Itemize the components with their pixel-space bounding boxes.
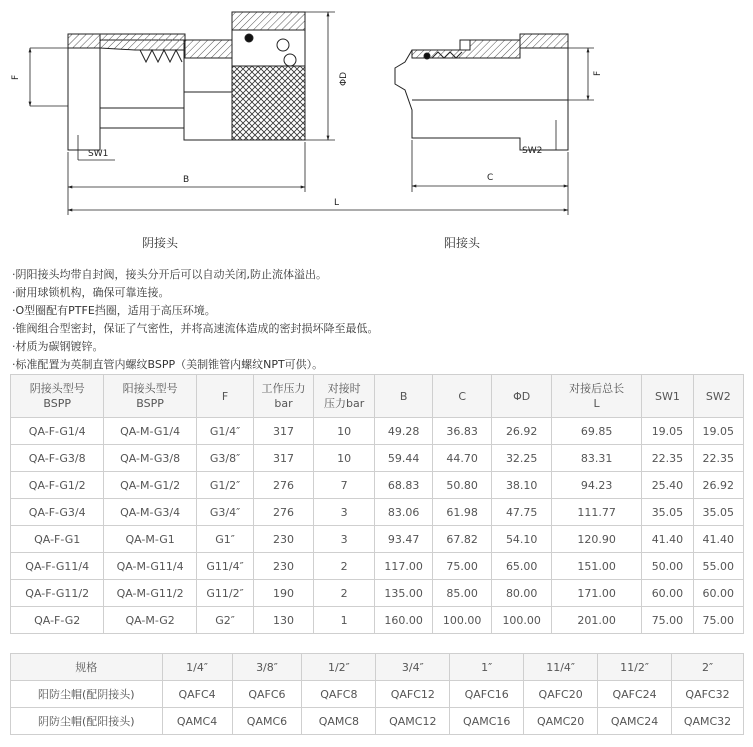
spec-column-header-line: F — [221, 389, 229, 403]
spec-table-cell: 230 — [254, 553, 314, 580]
spec-table-cell: 160.00 — [375, 607, 432, 634]
dust-cap-header-cell: 2″ — [672, 654, 744, 681]
spec-table-cell: QA-M-G3/8 — [104, 445, 196, 472]
dust-cap-header-row — [11, 654, 744, 681]
spec-table-row — [11, 607, 744, 634]
spec-table-cell: QA-M-G1 — [104, 526, 196, 553]
female-coupling-caption: 阴接头 — [142, 236, 179, 250]
coupling-drawing — [0, 0, 753, 262]
spec-table-cell: QA-M-G3/4 — [104, 499, 196, 526]
male-coupling-caption: 阳接头 — [444, 236, 481, 250]
spec-table-cell: 93.47 — [375, 526, 432, 553]
spec-table-cell: QA-F-G1 — [11, 526, 104, 553]
spec-column-header-line: B — [399, 389, 408, 403]
spec-table-cell: 22.35 — [693, 445, 743, 472]
spec-table-cell: QA-F-G3/4 — [11, 499, 104, 526]
spec-table-cell: QA-M-G1/4 — [104, 418, 196, 445]
dim-PhiD-label: ΦD — [339, 71, 349, 86]
dust-cap-header-cell: 规格 — [11, 654, 163, 681]
spec-table-row — [11, 445, 744, 472]
spec-table-cell: QA-F-G11/4 — [11, 553, 104, 580]
spec-table-cell: G1/4″ — [196, 418, 253, 445]
spec-column-header — [693, 375, 743, 418]
spec-column-header-line: 对接时 — [327, 382, 361, 395]
spec-table-cell: 35.05 — [693, 499, 743, 526]
spec-table-cell: 317 — [254, 445, 314, 472]
spec-table-cell: 54.10 — [492, 526, 552, 553]
dust-cap-cell: 阴防尘帽(配阳接头) — [11, 708, 163, 735]
spec-table-cell: QA-F-G1/2 — [11, 472, 104, 499]
spec-column-header-line: C — [458, 389, 466, 403]
spec-table-row — [11, 472, 744, 499]
dust-cap-header-cell: 3/8″ — [232, 654, 302, 681]
spec-table-cell: 317 — [254, 418, 314, 445]
spec-table-cell: G2″ — [196, 607, 253, 634]
spec-table-cell: G3/8″ — [196, 445, 253, 472]
spec-column-header — [11, 375, 104, 418]
dim-L-label: L — [334, 198, 340, 208]
spec-table-cell: 75.00 — [432, 553, 492, 580]
spec-column-header-line: 压力bar — [323, 397, 365, 410]
spec-column-header — [104, 375, 196, 418]
spec-table-cell: QA-M-G1/2 — [104, 472, 196, 499]
spec-column-header-line: 对接后总长 — [569, 382, 625, 395]
feature-note: ·O型圈配有PTFE挡圈，适用于高压环境。 — [12, 304, 216, 317]
dim-SW1-label: SW1 — [88, 149, 109, 159]
spec-table-cell: 201.00 — [551, 607, 641, 634]
dim-SW2-label: SW2 — [522, 146, 543, 156]
spec-column-header — [254, 375, 314, 418]
dust-cap-table — [10, 653, 744, 735]
spec-table-cell: 190 — [254, 580, 314, 607]
spec-table-cell: QA-M-G11/4 — [104, 553, 196, 580]
spec-column-header-line: 阳接头型号 — [122, 382, 178, 395]
dust-cap-cell: QAMC16 — [450, 708, 524, 735]
dust-cap-header-cell: 11/2″ — [598, 654, 672, 681]
spec-column-header-line: BSPP — [43, 397, 71, 410]
female-coupling — [68, 12, 305, 150]
spec-table-cell: 35.05 — [642, 499, 693, 526]
spec-table-cell: 2 — [313, 553, 375, 580]
spec-table-cell: QA-M-G2 — [104, 607, 196, 634]
spec-table-cell: G3/4″ — [196, 499, 253, 526]
spec-table-cell: G11/2″ — [196, 580, 253, 607]
spec-table-cell: 75.00 — [693, 607, 743, 634]
male-coupling — [395, 34, 568, 150]
spec-table-cell: 68.83 — [375, 472, 432, 499]
feature-note: ·锥阀组合型密封，保证了气密性，并将高速流体造成的密封损坏降至最低。 — [12, 322, 379, 335]
spec-table-cell: 94.23 — [551, 472, 641, 499]
spec-table-cell: QA-M-G11/2 — [104, 580, 196, 607]
spec-table — [10, 374, 744, 634]
spec-table-cell: 83.06 — [375, 499, 432, 526]
spec-table-cell: 32.25 — [492, 445, 552, 472]
dust-cap-row — [11, 681, 744, 708]
spec-table-cell: 60.00 — [693, 580, 743, 607]
spec-table-cell: 41.40 — [693, 526, 743, 553]
dust-cap-cell: 阳防尘帽(配阴接头) — [11, 681, 163, 708]
spec-column-header — [375, 375, 432, 418]
dim-F-right-label: F — [593, 70, 603, 76]
spec-table-cell: 230 — [254, 526, 314, 553]
spec-table-cell: 83.31 — [551, 445, 641, 472]
spec-table-cell: 80.00 — [492, 580, 552, 607]
spec-column-header-line: ΦD — [513, 389, 531, 403]
spec-column-header-line: L — [593, 397, 600, 410]
spec-table-cell: 60.00 — [642, 580, 693, 607]
spec-column-header-line: SW2 — [705, 389, 731, 403]
dust-cap-cell: QAMC6 — [232, 708, 302, 735]
spec-table-cell: 19.05 — [642, 418, 693, 445]
spec-column-header — [642, 375, 693, 418]
spec-table-row — [11, 553, 744, 580]
spec-table-cell: G1″ — [196, 526, 253, 553]
spec-table-cell: G11/4″ — [196, 553, 253, 580]
dim-F-left-label: F — [11, 74, 21, 80]
spec-table-cell: 276 — [254, 499, 314, 526]
spec-table-cell: 10 — [313, 418, 375, 445]
spec-table-cell: 85.00 — [432, 580, 492, 607]
spec-table-cell: 171.00 — [551, 580, 641, 607]
spec-column-header — [313, 375, 375, 418]
spec-table-row — [11, 418, 744, 445]
dust-cap-header-cell: 11/4″ — [524, 654, 598, 681]
spec-table-cell: 47.75 — [492, 499, 552, 526]
feature-note: ·耐用球锁机构，确保可靠连接。 — [12, 286, 170, 299]
dust-cap-cell: QAMC8 — [302, 708, 376, 735]
dim-C-label: C — [487, 173, 494, 183]
spec-table-header — [11, 375, 744, 418]
spec-table-cell: 49.28 — [375, 418, 432, 445]
feature-note: ·标准配置为英制直管内螺纹BSPP（美制锥管内螺纹NPT可供）。 — [12, 358, 324, 371]
spec-table-row — [11, 499, 744, 526]
spec-table-cell: 100.00 — [432, 607, 492, 634]
spec-table-cell: 3 — [313, 526, 375, 553]
dust-cap-header-cell: 1/4″ — [162, 654, 232, 681]
feature-note: ·材质为碳钢镀锌。 — [12, 340, 104, 353]
spec-table-cell: G1/2″ — [196, 472, 253, 499]
spec-column-header — [432, 375, 492, 418]
spec-table-cell: 19.05 — [693, 418, 743, 445]
spec-table-cell: 130 — [254, 607, 314, 634]
spec-table-cell: 69.85 — [551, 418, 641, 445]
spec-table-cell: 44.70 — [432, 445, 492, 472]
spec-table-cell: 120.90 — [551, 526, 641, 553]
spec-table-cell: 135.00 — [375, 580, 432, 607]
spec-table-cell: 2 — [313, 580, 375, 607]
spec-table-cell: 276 — [254, 472, 314, 499]
spec-column-header — [492, 375, 552, 418]
spec-column-header-line: 阴接头型号 — [29, 382, 85, 395]
spec-table-cell: QA-F-G2 — [11, 607, 104, 634]
spec-table-row — [11, 526, 744, 553]
spec-table-cell: 59.44 — [375, 445, 432, 472]
spec-table-cell: 117.00 — [375, 553, 432, 580]
dust-cap-cell: QAFC6 — [232, 681, 302, 708]
spec-column-header-line: bar — [274, 397, 293, 410]
dust-cap-cell: QAMC20 — [524, 708, 598, 735]
spec-table-cell: 1 — [313, 607, 375, 634]
spec-table-cell: 50.00 — [642, 553, 693, 580]
spec-table-cell: 75.00 — [642, 607, 693, 634]
dust-cap-row — [11, 708, 744, 735]
dust-cap-cell: QAFC32 — [672, 681, 744, 708]
spec-table-cell: 61.98 — [432, 499, 492, 526]
dim-B-label: B — [183, 175, 190, 185]
dust-cap-cell: QAMC4 — [162, 708, 232, 735]
dust-cap-header-cell: 1″ — [450, 654, 524, 681]
spec-table-cell: 10 — [313, 445, 375, 472]
dust-cap-cell: QAMC32 — [672, 708, 744, 735]
spec-table-cell: 26.92 — [492, 418, 552, 445]
dust-cap-cell: QAFC12 — [376, 681, 450, 708]
spec-table-cell: 151.00 — [551, 553, 641, 580]
spec-table-cell: 38.10 — [492, 472, 552, 499]
spec-column-header-line: 工作压力 — [261, 382, 306, 395]
spec-table-cell: 3 — [313, 499, 375, 526]
spec-table-row — [11, 580, 744, 607]
spec-table-cell: 55.00 — [693, 553, 743, 580]
spec-table-body — [11, 418, 744, 634]
dust-cap-cell: QAFC4 — [162, 681, 232, 708]
spec-table-cell: 100.00 — [492, 607, 552, 634]
dust-cap-cell: QAFC16 — [450, 681, 524, 708]
spec-table-cell: QA-F-G3/8 — [11, 445, 104, 472]
spec-table-cell: QA-F-G1/4 — [11, 418, 104, 445]
spec-table-cell: 41.40 — [642, 526, 693, 553]
spec-column-header-line: SW1 — [655, 389, 680, 403]
feature-notes — [12, 266, 747, 374]
dust-cap-cell: QAMC24 — [598, 708, 672, 735]
feature-note: ·阴阳接头均带自封阀，接头分开后可以自动关闭,防止流体溢出。 — [12, 268, 327, 281]
spec-column-header — [196, 375, 253, 418]
spec-column-header — [551, 375, 641, 418]
spec-table-cell: 7 — [313, 472, 375, 499]
spec-table-cell: 111.77 — [551, 499, 641, 526]
spec-table-cell: 50.80 — [432, 472, 492, 499]
spec-table-cell: 67.82 — [432, 526, 492, 553]
spec-table-cell: 36.83 — [432, 418, 492, 445]
dust-cap-cell: QAFC20 — [524, 681, 598, 708]
dust-cap-header-cell: 1/2″ — [302, 654, 376, 681]
dust-cap-cell: QAMC12 — [376, 708, 450, 735]
spec-table-cell: 25.40 — [642, 472, 693, 499]
spec-table-cell: 22.35 — [642, 445, 693, 472]
spec-table-cell: 26.92 — [693, 472, 743, 499]
spec-column-header-line: BSPP — [136, 397, 164, 410]
spec-table-cell: QA-F-G11/2 — [11, 580, 104, 607]
dust-cap-header-cell: 3/4″ — [376, 654, 450, 681]
spec-table-cell: 65.00 — [492, 553, 552, 580]
dust-cap-cell: QAFC24 — [598, 681, 672, 708]
dust-cap-cell: QAFC8 — [302, 681, 376, 708]
